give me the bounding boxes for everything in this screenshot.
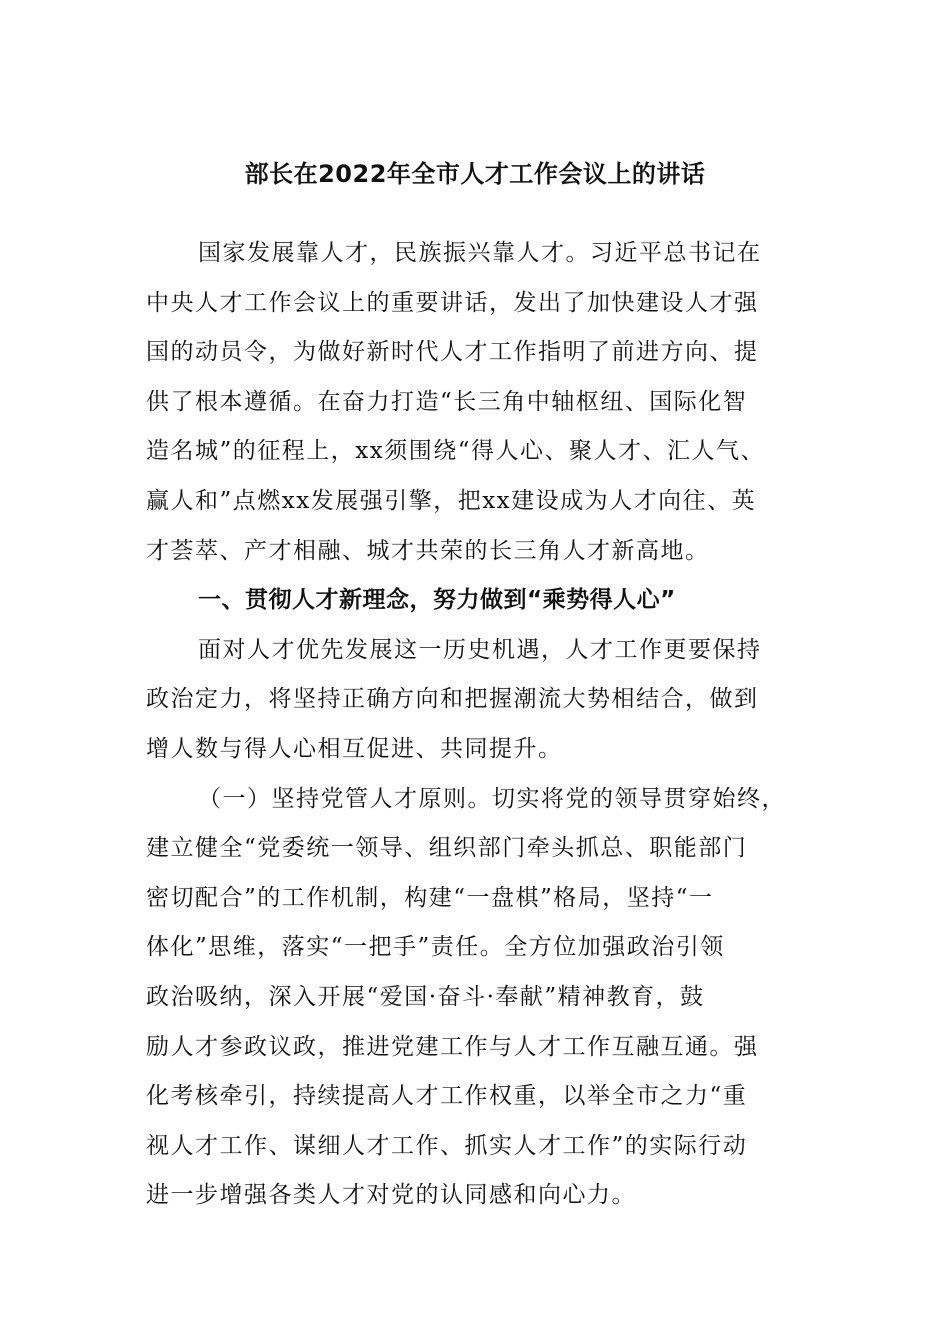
- paragraph-3-line-9: 进一步增强各类人才对党的认同感和向心力。: [146, 1182, 636, 1209]
- section-heading-1: 一、贯彻人才新理念，努力做到“乘势得人心”: [198, 587, 676, 614]
- paragraph-1-line-2: 中央人才工作会议上的重要讲话，发出了加快建设人才强: [146, 289, 759, 316]
- document-title: 部长在2022年全市人才工作会议上的讲话: [244, 160, 706, 188]
- paragraph-3-line-4: 体化”思维，落实“一把手”责任。全方位加强政治引领: [146, 934, 725, 961]
- paragraph-1-line-6: 赢人和”点燃xx发展强引擎，把xx建设成为人才向往、英: [146, 487, 757, 514]
- paragraph-1-line-1: 国家发展靠人才，民族振兴靠人才。习近平总书记在: [198, 240, 762, 266]
- paragraph-3-line-2: 建立健全“党委统一领导、组织部门牵头抓总、职能部门: [146, 835, 748, 862]
- paragraph-3-line-3: 密切配合”的工作机制，构建“一盘棋”格局，坚持“一: [146, 884, 714, 911]
- paragraph-3-line-1: （一）坚持党管人才原则。切实将党的领导贯穿始终，: [198, 785, 786, 812]
- paragraph-2-line-2: 政治定力，将坚持正确方向和把握潮流大势相结合，做到: [146, 686, 759, 713]
- paragraph-1-line-5: 造名城”的征程上，xx须围绕“得人心、聚人才、汇人气、: [146, 438, 765, 465]
- paragraph-3-line-8: 视人才工作、谋细人才工作、抓实人才工作”的实际行动: [146, 1132, 748, 1159]
- paragraph-1-line-7: 才荟萃、产才相融、城才共荣的长三角人才新高地。: [146, 537, 710, 564]
- paragraph-1-line-4: 供了根本遵循。在奋力打造“长三角中轴枢纽、国际化智: [146, 388, 748, 415]
- paragraph-3-line-7: 化考核牵引，持续提高人才工作权重，以举全市之力“重: [146, 1083, 748, 1110]
- document-body: [146, 229, 826, 1221]
- paragraph-1-line-3: 国的动员令，为做好新时代人才工作指明了前进方向、提: [146, 339, 759, 366]
- paragraph-2-line-1: 面对人才优先发展这一历史机遇，人才工作更要保持: [198, 636, 762, 663]
- paragraph-2-line-3: 增人数与得人心相互促进、共同提升。: [146, 735, 563, 762]
- paragraph-3-line-6: 励人才参政议政，推进党建工作与人才工作互融互通。强: [146, 1033, 759, 1060]
- paragraph-3-line-5: 政治吸纳，深入开展“爱国·奋斗·奉献”精神教育，鼓: [146, 983, 705, 1010]
